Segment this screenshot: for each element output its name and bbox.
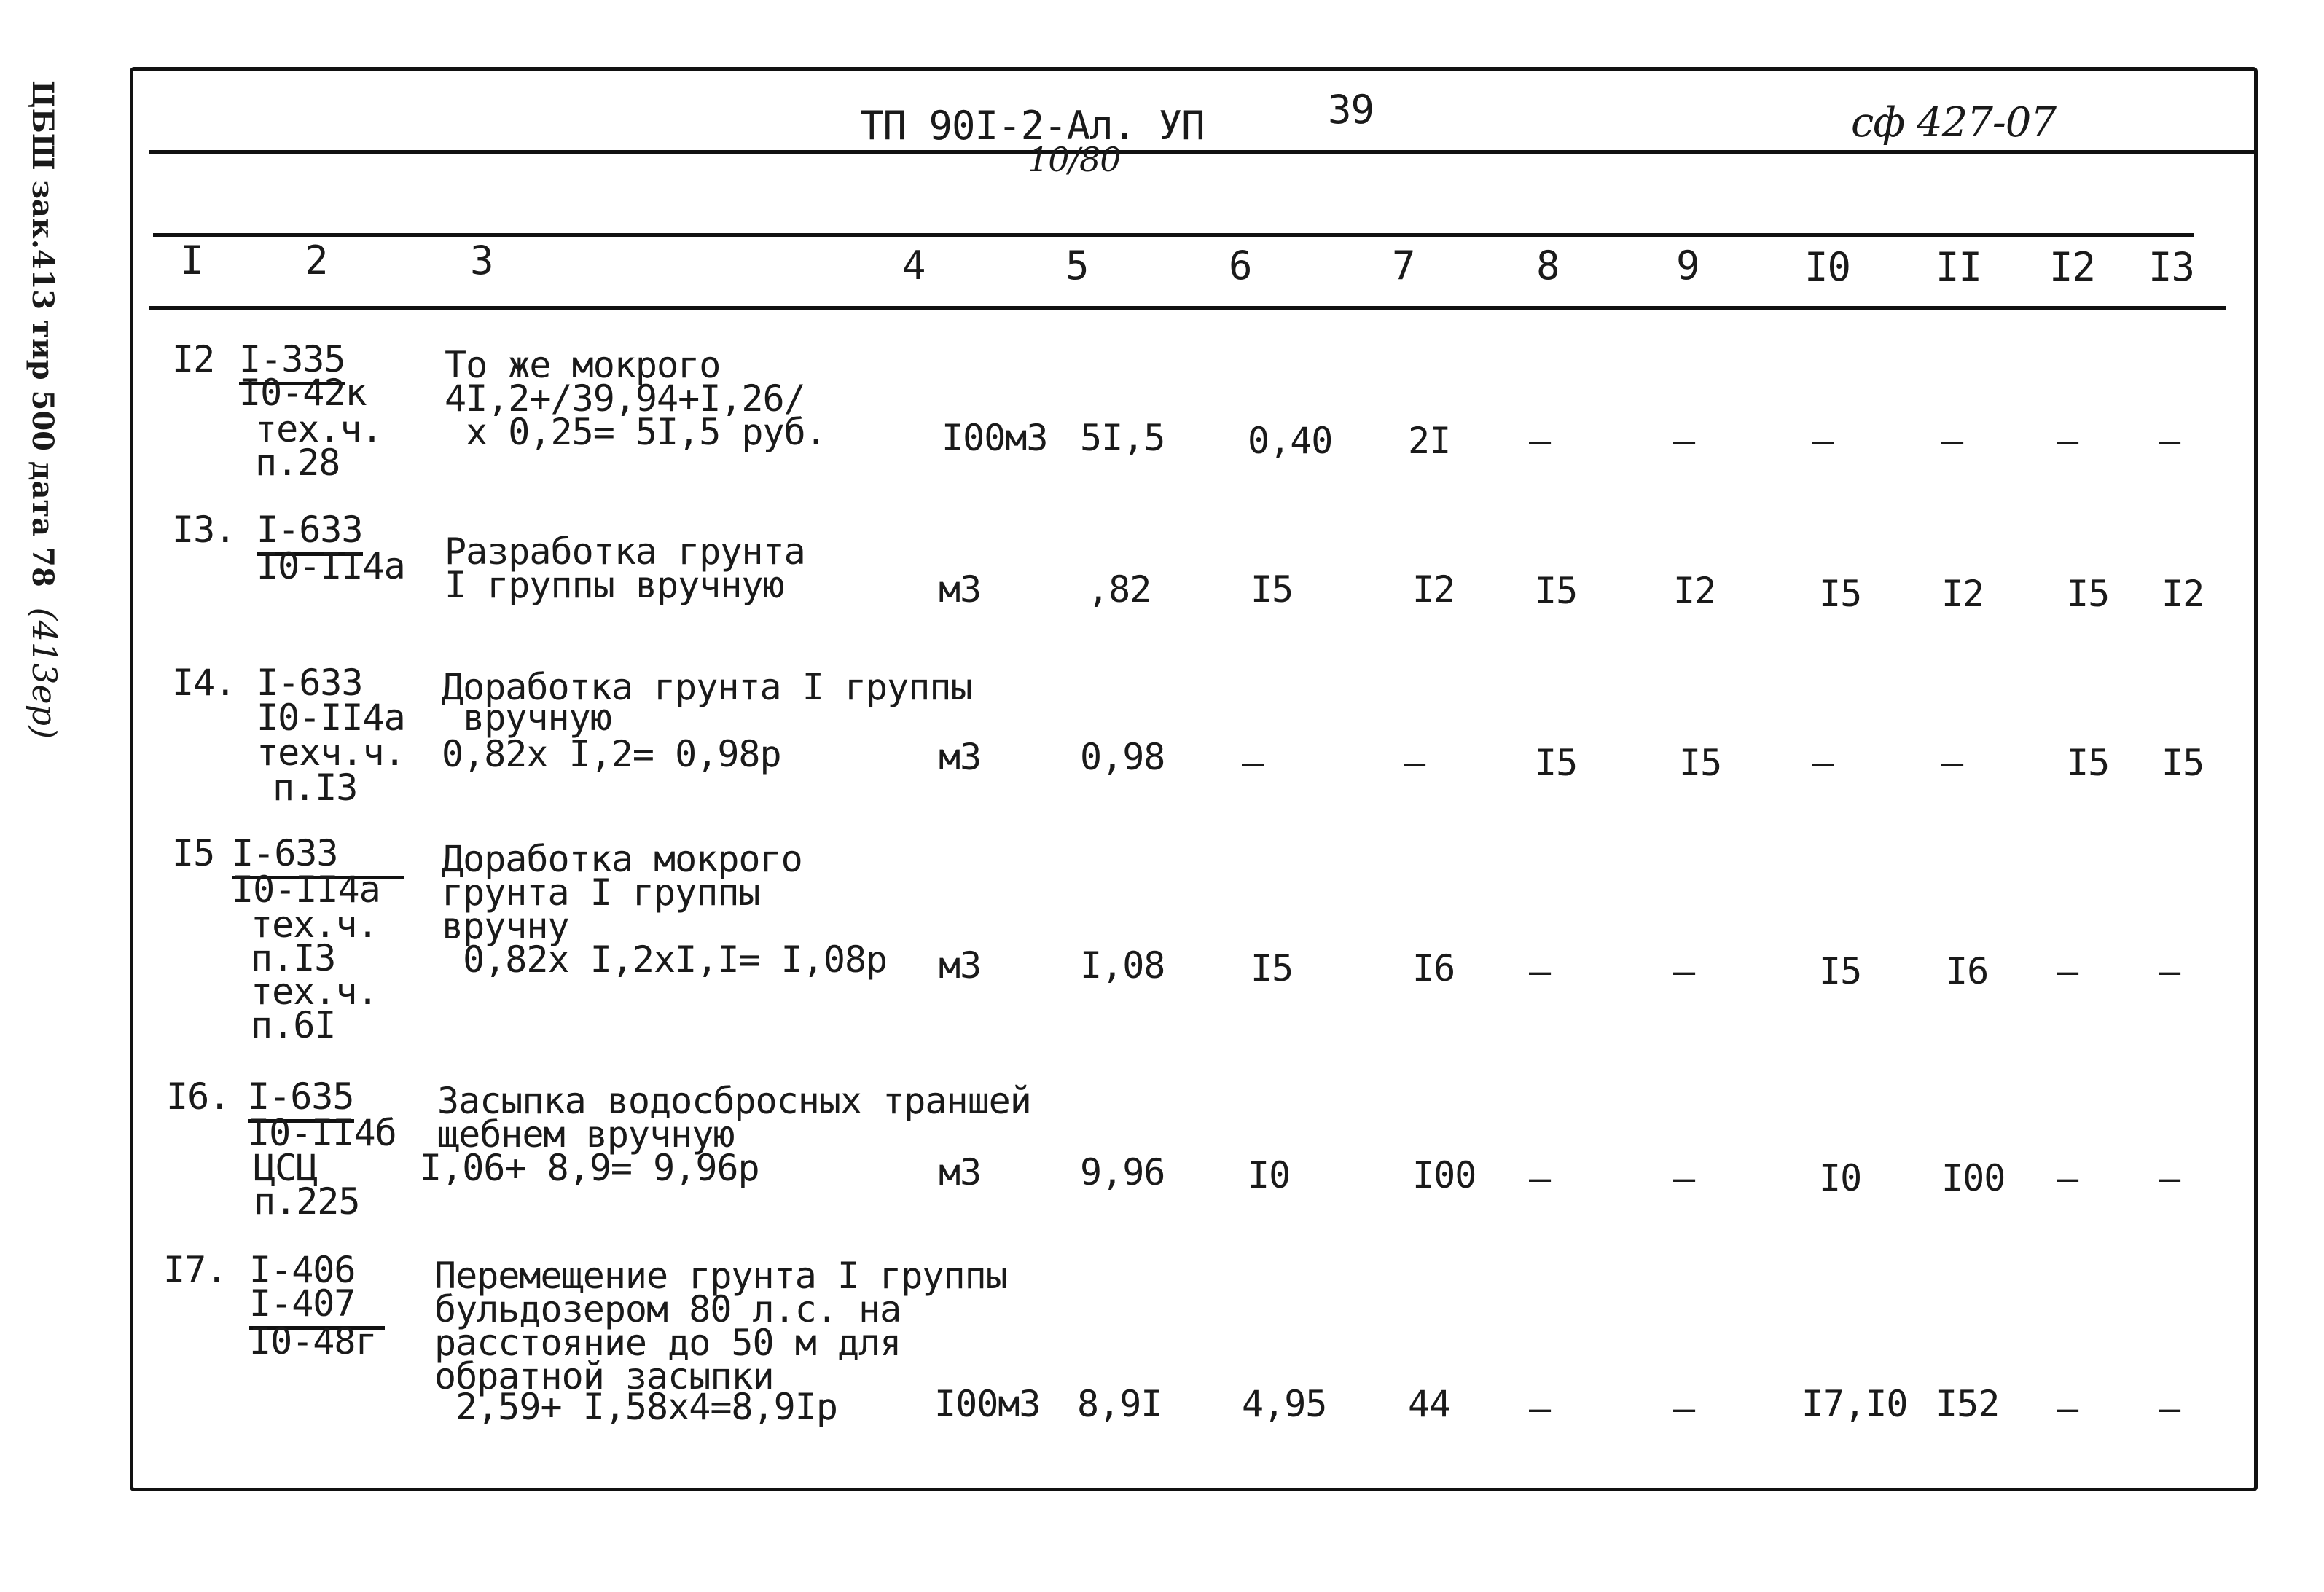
row-number: I6.: [166, 1075, 230, 1118]
col13-cell: –: [2159, 1387, 2180, 1430]
description-line: грунта I группы: [442, 871, 760, 914]
col7-cell: I6: [1412, 947, 1455, 989]
norm-code: п.28: [255, 442, 340, 484]
col13-cell: –: [2159, 420, 2180, 462]
col6-cell: I5: [1251, 947, 1294, 989]
norm-code: I0-II4а: [232, 868, 380, 911]
description-line: 2,59+ I,58х4=8,9Iр: [434, 1386, 837, 1428]
norm-code: I-633: [232, 836, 404, 870]
col11-cell: –: [1941, 742, 1963, 784]
description-line: Разработка грунта: [445, 530, 805, 573]
norm-code: техч.ч.: [257, 732, 405, 774]
col8-cell: I5: [1535, 742, 1578, 784]
col-9: 9: [1676, 243, 1699, 289]
description-line: Засыпка водосбросных траншей: [437, 1080, 1031, 1122]
description-line: Перемещение грунта I группы: [434, 1255, 1007, 1297]
col11-cell: I00: [1941, 1157, 2006, 1199]
unit-cell: I00м3: [934, 1383, 1041, 1425]
col11-cell: I6: [1946, 950, 1989, 992]
col-11: II: [1936, 244, 1982, 290]
unit-cell: I00м3: [942, 417, 1048, 459]
handwritten-code: сф 427-07: [1851, 99, 2057, 146]
norm-code: тех.ч.: [251, 971, 378, 1013]
col6-cell: I5: [1251, 568, 1294, 611]
col10-cell: I7,I0: [1801, 1383, 1908, 1425]
col-1: I: [180, 238, 203, 283]
col-6: 6: [1229, 243, 1252, 289]
norm-code: I-406: [249, 1249, 356, 1291]
unit-cell: м3: [939, 1151, 982, 1193]
norm-code: п.225: [254, 1180, 360, 1223]
description-line: То же мокрого: [445, 344, 721, 386]
col6-cell: 0,40: [1248, 420, 1333, 462]
row-number: I7.: [163, 1249, 227, 1291]
description-line: вручну: [442, 905, 569, 947]
side-stamp-text: ЦБШ зак.413 тир 500 дата 78: [26, 80, 60, 587]
col12-cell: I5: [2067, 573, 2110, 615]
col5-cell: 9,96: [1080, 1151, 1165, 1193]
col8-cell: –: [1529, 1387, 1551, 1430]
colheader-bottom-rule: [149, 306, 2226, 310]
col13-cell: I5: [2161, 742, 2204, 784]
col-2: 2: [305, 238, 328, 283]
unit-cell: м3: [939, 944, 982, 987]
col9-cell: –: [1673, 950, 1695, 992]
norm-code: I-633: [257, 513, 363, 546]
norm-code: I-635: [248, 1080, 354, 1113]
col10-cell: I5: [1819, 573, 1862, 615]
col5-cell: ,82: [1087, 568, 1151, 611]
side-stamp-handwritten: (413ер): [25, 607, 64, 740]
col8-cell: –: [1529, 420, 1551, 462]
norm-code: п.I3: [273, 766, 358, 809]
description-line: щебнем вручную: [437, 1113, 735, 1156]
norm-code: I0-II4б: [248, 1112, 396, 1154]
col12-cell: –: [2057, 1157, 2078, 1199]
norm-code: I0-42к: [239, 372, 367, 414]
page-number: 39: [1328, 87, 1374, 133]
row-number: I4.: [172, 662, 236, 704]
col10-cell: I5: [1819, 950, 1862, 992]
col-7: 7: [1392, 243, 1415, 289]
col5-cell: 5I,5: [1080, 417, 1165, 459]
norm-code: ЦСЦ: [254, 1147, 318, 1189]
row-number: I2: [172, 338, 215, 380]
doc-code: ТП 90I-2-Ал. УП: [860, 103, 1205, 149]
col12-cell: I5: [2067, 742, 2110, 784]
description-line: Доработка мокрого: [442, 838, 802, 880]
col9-cell: I5: [1679, 742, 1722, 784]
col-10: I0: [1804, 244, 1851, 290]
col-8: 8: [1536, 243, 1560, 289]
col10-cell: –: [1812, 420, 1834, 462]
side-stamp: [25, 80, 64, 739]
description-line: х 0,25= 5I,5 руб.: [445, 411, 826, 453]
col11-cell: I2: [1941, 573, 1984, 615]
col-13: I3: [2148, 244, 2195, 290]
header-rule: [149, 150, 2255, 154]
col8-cell: –: [1529, 1157, 1551, 1199]
col8-cell: –: [1529, 950, 1551, 992]
col5-cell: 8,9I: [1077, 1383, 1162, 1425]
description-line: I группы вручную: [445, 564, 784, 606]
norm-code: I0-II4а: [257, 697, 405, 739]
col10-cell: I0: [1819, 1157, 1862, 1199]
col5-cell: I,08: [1080, 944, 1165, 987]
col7-cell: 2I: [1408, 420, 1451, 462]
col5-cell: 0,98: [1080, 736, 1165, 778]
sheet-note: 10/80: [1028, 140, 1121, 179]
col6-cell: –: [1242, 742, 1264, 784]
col10-cell: –: [1812, 742, 1834, 784]
norm-code: п.I3: [251, 937, 336, 979]
col-5: 5: [1065, 243, 1089, 289]
norm-code: п.6I: [251, 1004, 336, 1046]
unit-cell: м3: [939, 568, 982, 611]
unit-cell: м3: [939, 736, 982, 778]
col7-cell: I2: [1412, 568, 1455, 611]
col9-cell: I2: [1673, 570, 1716, 612]
col6-cell: 4,95: [1242, 1383, 1327, 1425]
col9-cell: –: [1673, 420, 1695, 462]
description-line: 0,82х I,2= 0,98р: [442, 733, 781, 775]
norm-code: I-407: [249, 1287, 385, 1320]
norm-code: I0-48г: [249, 1320, 377, 1362]
col-3: 3: [470, 238, 493, 283]
col11-cell: I52: [1936, 1383, 2000, 1425]
col-12: I2: [2049, 244, 2096, 290]
col6-cell: I0: [1248, 1154, 1291, 1196]
description-line: вручную: [442, 697, 611, 739]
norm-code: I0-II4а: [257, 545, 405, 587]
norm-code: I-633: [257, 662, 363, 704]
norm-code: тех.ч.: [251, 903, 378, 946]
col8-cell: I5: [1535, 570, 1578, 612]
norm-code: I-335: [239, 342, 345, 376]
description-line: I,06+ 8,9= 9,96р: [420, 1147, 759, 1189]
description-line: 4I,2+/39,94+I,26/: [445, 377, 805, 420]
colheader-top-rule: [153, 233, 2194, 237]
col7-cell: I00: [1412, 1154, 1476, 1196]
description-line: бульдозером 80 л.с. на: [434, 1288, 901, 1330]
col12-cell: –: [2057, 420, 2078, 462]
row-number: I5: [172, 832, 215, 874]
col7-cell: 44: [1408, 1383, 1451, 1425]
description-line: расстояние до 50 м для: [434, 1322, 901, 1364]
col13-cell: I2: [2161, 573, 2204, 615]
col13-cell: –: [2159, 1157, 2180, 1199]
col-4: 4: [902, 243, 926, 289]
col9-cell: –: [1673, 1387, 1695, 1430]
col7-cell: –: [1404, 742, 1425, 784]
col12-cell: –: [2057, 1387, 2078, 1430]
row-number: I3.: [172, 509, 236, 551]
description-line: 0,82х I,2хI,I= I,08р: [442, 938, 888, 981]
description-line: Доработка грунта I группы: [442, 666, 972, 708]
norm-code: тех.ч.: [255, 408, 383, 450]
col12-cell: –: [2057, 950, 2078, 992]
col13-cell: –: [2159, 950, 2180, 992]
col11-cell: –: [1941, 420, 1963, 462]
description-line: обратной засыпки: [434, 1355, 774, 1397]
col9-cell: –: [1673, 1157, 1695, 1199]
